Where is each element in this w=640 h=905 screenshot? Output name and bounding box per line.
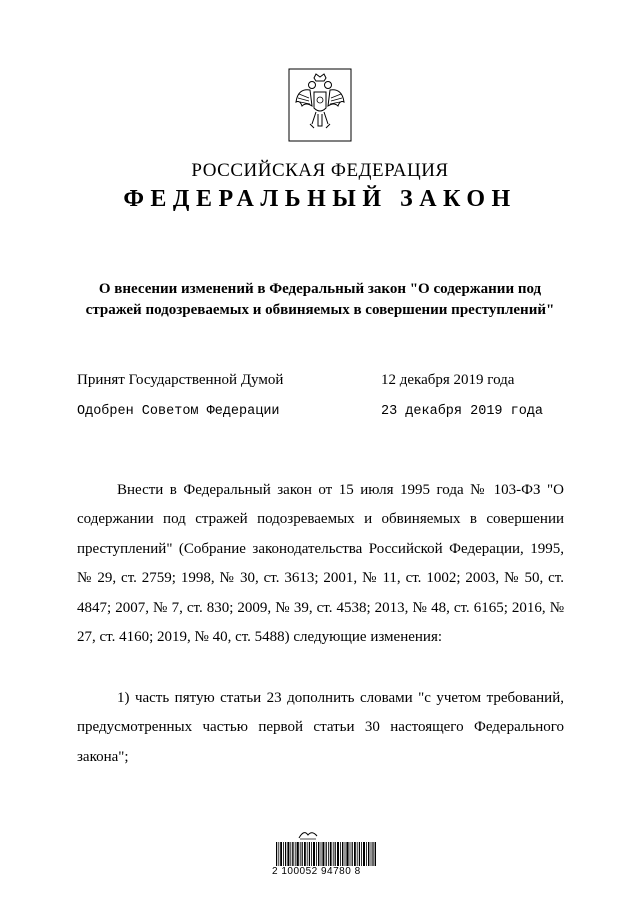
document-type: ФЕДЕРАЛЬНЫЙ ЗАКОН: [123, 186, 517, 212]
country-name: РОССИЙСКАЯ ФЕДЕРАЦИЯ: [191, 160, 449, 181]
amendment-item-1-text: 1) часть пятую статьи 23 дополнить словами "с учетом требований, предусмотренных частью первой статьи 30 настоящего Федерального закона";: [77, 690, 564, 765]
law-title-line1: О внесении изменений в Федеральный закон "О содержании под: [98, 281, 542, 297]
council-approval-label: Одобрен Советом Федерации: [77, 404, 280, 419]
coat-of-arms-icon: [288, 68, 352, 142]
intro-text: Внести в Федеральный закон от 15 июля 1995 года № 103-ФЗ "О содержании под стражей подозреваемых и обвиняемых в совершении преступлений" (Собрание законодательства Российской Федерации, 1995, № 29, ст. 2759; 1998, № 30, ст. 3613; 2001, № 11, ст. 1002; 2003, № 50, ст. 4847; 2007, № 7, ст. 830; 2009, № 39, ст. 4538; 2013, № 48, ст. 6165; 2016, № 27, ст. 4160; 2019, № 40, ст. 5488) следующие изменения:: [77, 482, 564, 646]
intro-paragraph: [77, 476, 564, 652]
amendment-item-1: [77, 684, 564, 772]
law-title: [60, 279, 580, 321]
duma-adoption-label: Принят Государственной Думой: [77, 372, 284, 388]
logo-mark-icon: [296, 827, 320, 841]
duma-adoption-date: 12 декабря 2019 года: [381, 372, 515, 388]
law-title-line2: стражей подозреваемых и обвиняемых в совершении преступлений": [85, 302, 555, 318]
council-approval-date: 23 декабря 2019 года: [381, 404, 544, 419]
barcode-number: 2 100052 94780 8: [272, 866, 361, 877]
barcode-icon: [276, 842, 376, 866]
